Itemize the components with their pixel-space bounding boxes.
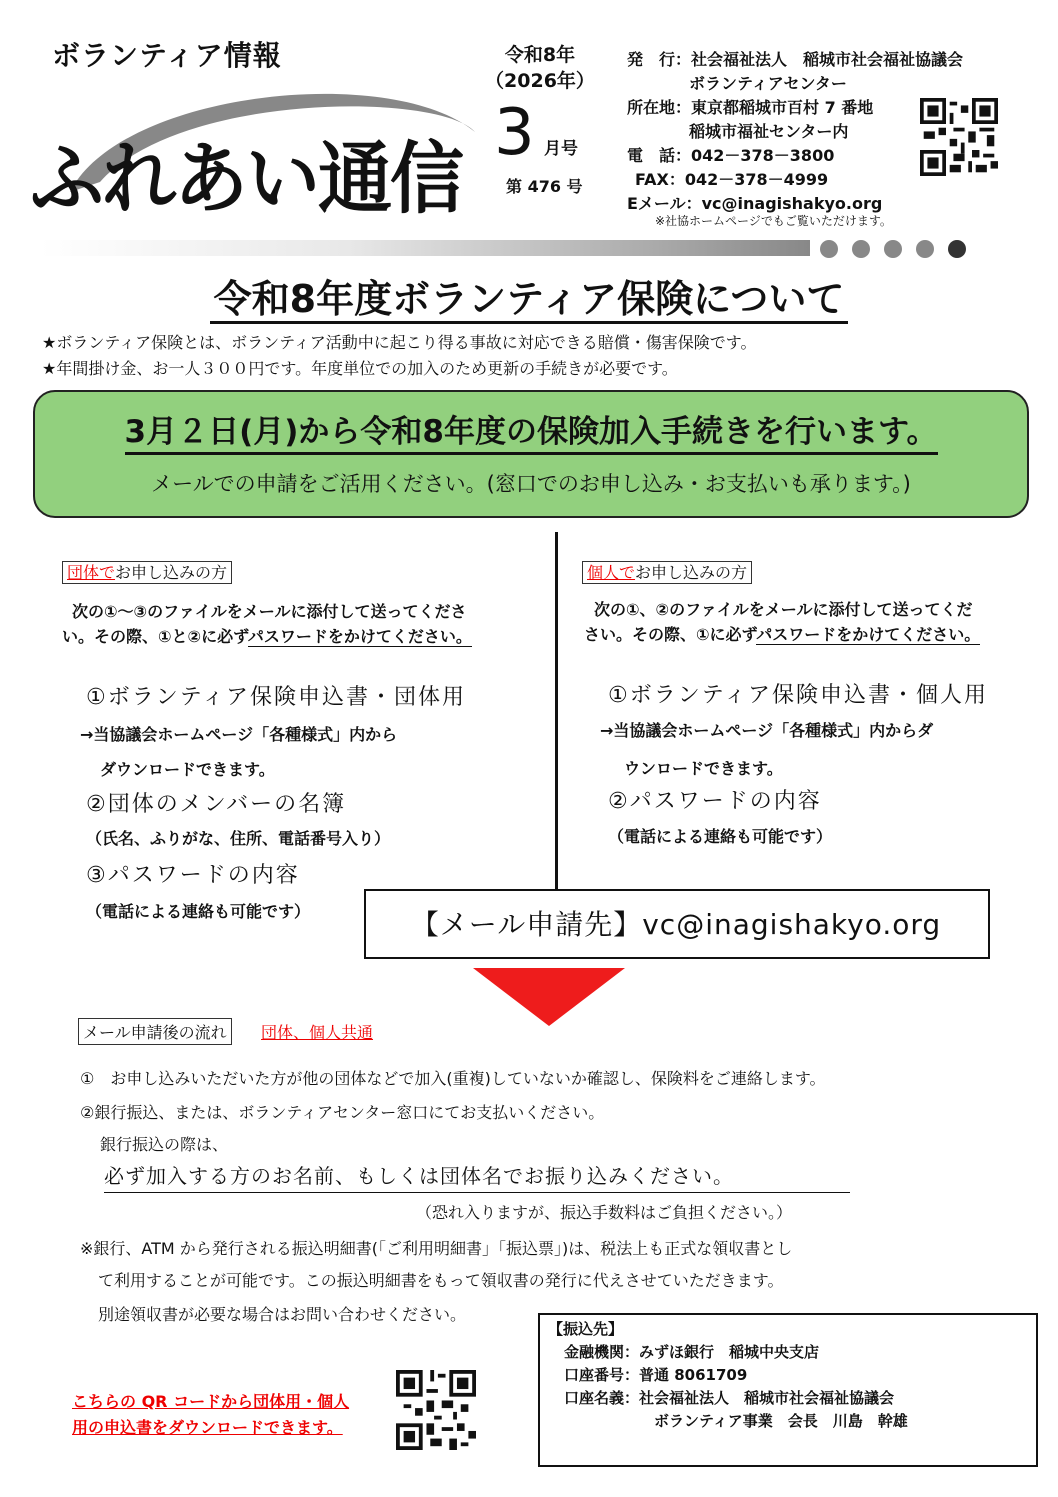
issue-month: 3 — [494, 96, 535, 170]
qr-code-icon[interactable] — [920, 98, 998, 176]
flow-common-label: 団体、個人共通 — [261, 1023, 374, 1042]
tel: 電 話：042－378－3800 — [627, 146, 835, 165]
individual-label — [582, 560, 752, 583]
highlight-title — [33, 406, 1029, 451]
bank-info — [548, 1318, 908, 1433]
qr-note-line: こちらの QR コードから団体用・個人 — [72, 1392, 350, 1411]
group-item-1: ①ボランティア保険申込書・団体用 — [86, 685, 466, 710]
group-label — [62, 560, 232, 583]
dot-icon — [948, 240, 966, 258]
qr-note-line: 用の申込書をダウンロードできます。 — [72, 1418, 343, 1437]
flow-fee-note: （恐れ入りますが、振込手数料はご負担ください。） — [416, 1203, 793, 1222]
dot-icon — [820, 240, 838, 258]
issue-era: 令和8年 — [504, 44, 576, 66]
group-label-rest: お申し込みの方 — [115, 563, 228, 582]
account-name: 口座名義：社会福祉法人 稲城市社会福祉協議会 — [564, 1389, 895, 1407]
individual-item-2: ②パスワードの内容 — [608, 789, 822, 814]
flow-step-2-emphasis: 必ず加入する方のお名前、もしくは団体名でお振り込みください。 — [104, 1160, 850, 1193]
publisher-line: 発 行：社会福祉法人 稲城市社会福祉協議会 — [627, 50, 964, 69]
individual-text-line: さい。その際、①に必ず — [584, 625, 757, 644]
flow-step-2: ②銀行振込、または、ボランティアセンター窓口にてお支払いください。 — [80, 1103, 605, 1122]
column-divider — [555, 532, 558, 892]
flow-step-2-note: 銀行振込の際は、 — [100, 1135, 229, 1154]
highlight-title-text: 3月２日(月)から令和8年度の保険加入手続きを行います。 — [125, 414, 938, 455]
individual-item-1: ①ボランティア保険申込書・個人用 — [608, 683, 988, 708]
down-arrow-icon — [473, 968, 625, 1028]
group-item-1-note: →当協議会ホームページ「各種様式」内から — [80, 725, 398, 744]
group-item-2: ②団体のメンバーの名簿 — [86, 792, 347, 817]
website-note: ※社協ホームページでもご覧いただけます。 — [655, 214, 892, 228]
issue-month-suffix: 月号 — [544, 139, 578, 159]
dot-icon — [916, 240, 934, 258]
address-line: 所在地：東京都稲城市百村 7 番地 — [627, 98, 874, 117]
group-instructions — [62, 599, 552, 649]
intro-line: ★年間掛け金、お一人３００円です。年度単位での加入のため更新の手続きが必要です。 — [42, 359, 678, 378]
decorative-dots — [820, 240, 966, 258]
dot-icon — [852, 240, 870, 258]
issue-number: 第 476 号 — [506, 177, 583, 196]
bank-heading: 【振込先】 — [548, 1320, 624, 1338]
email-link[interactable]: Eメール：vc@inagishakyo.org — [627, 194, 883, 213]
issue-year — [480, 42, 600, 94]
mail-address[interactable]: 【メール申請先】vc@inagishakyo.org — [410, 908, 942, 941]
dot-icon — [884, 240, 902, 258]
page-title-text: 令和8年度ボランティア保険について — [210, 277, 849, 324]
publisher-info — [627, 48, 963, 216]
receipt-note: ※銀行、ATM から発行される振込明細書(「ご利用明細書」「振込票」)は、税法上も正式な領収書とし — [80, 1239, 793, 1258]
flow-step-1: ① お申し込みいただいた方が他の団体などで加入(重複)していないか確認し、保険料をご連絡します。 — [80, 1069, 826, 1088]
individual-instructions — [584, 597, 1034, 647]
qr-download-note — [72, 1389, 349, 1441]
individual-label-red: 個人で — [587, 563, 636, 582]
intro-line: ★ボランティア保険とは、ボランティア活動中に起こり得る事故に対応できる賠償・傷害保険です。 — [42, 333, 757, 352]
group-password-note: パスワードをかけてください。 — [247, 627, 472, 646]
group-label-red: 団体で — [67, 563, 116, 582]
bank-name: 金融機関：みずほ銀行 稲城中央支店 — [564, 1343, 820, 1361]
page-title — [0, 268, 1058, 323]
flow-label: メール申請後の流れ — [78, 1018, 232, 1045]
group-item-1-note: ダウンロードできます。 — [100, 760, 275, 779]
issue-year-western: （2026年） — [485, 70, 595, 92]
address-line: 稲城市福祉センター内 — [689, 122, 849, 141]
individual-label-rest: お申し込みの方 — [635, 563, 748, 582]
qr-code-icon[interactable] — [396, 1370, 476, 1450]
individual-item-1-note: →当協議会ホームページ「各種様式」内からダ — [600, 721, 934, 740]
group-text-line: い。その際、①と②に必ず — [62, 627, 248, 646]
group-item-2-note: （氏名、ふりがな、住所、電話番号入り） — [86, 829, 391, 848]
account-number: 口座番号：普通 8061709 — [564, 1366, 748, 1384]
receipt-note: て利用することが可能です。この振込明細書をもって領収書の発行に代えさせていただきます。 — [98, 1271, 784, 1290]
group-item-3-note: （電話による連絡も可能です） — [86, 902, 311, 921]
individual-item-1-note: ウンロードできます。 — [624, 759, 783, 778]
newsletter-subtitle: ボランティア情報 — [52, 39, 282, 72]
receipt-note: 別途領収書が必要な場合はお問い合わせください。 — [98, 1305, 467, 1324]
individual-password-note: パスワードをかけてください。 — [756, 625, 981, 644]
masthead-title: ふれあい通信 — [30, 134, 462, 225]
fax: FAX：042－378－4999 — [635, 170, 829, 189]
publisher-line: ボランティアセンター — [689, 74, 847, 93]
header-divider — [40, 240, 810, 256]
intro-text — [42, 330, 757, 382]
group-text-line: 次の①～③のファイルをメールに添付して送ってくださ — [72, 602, 467, 621]
account-name: ボランティア事業 会長 川島 幹雄 — [654, 1412, 908, 1430]
individual-item-2-note: （電話による連絡も可能です） — [608, 827, 833, 846]
individual-text-line: 次の①、②のファイルをメールに添付して送ってくだ — [594, 600, 973, 619]
group-item-3: ③パスワードの内容 — [86, 863, 300, 888]
highlight-subtitle: メールでの申請をご活用ください。(窓口でのお申し込み・お支払いも承ります。) — [151, 472, 911, 496]
